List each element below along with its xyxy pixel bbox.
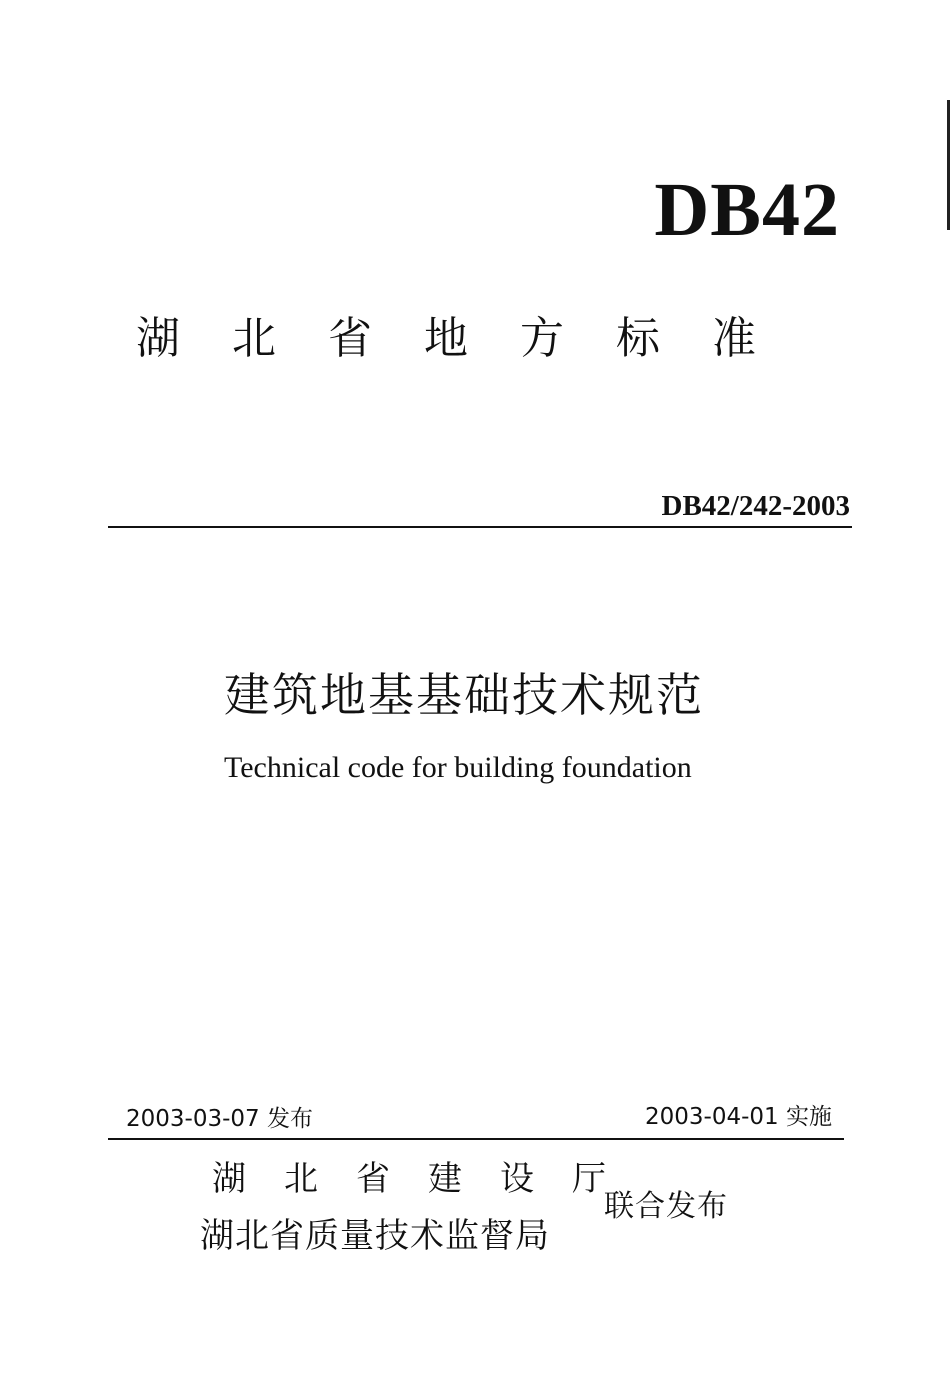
- standard-type: 湖北省地方标准: [136, 313, 808, 364]
- standard-prefix: DB42: [654, 168, 840, 252]
- issuer-quality-supervision-bureau: 湖北省质量技术监督局: [200, 1216, 550, 1256]
- title-chinese: 建筑地基基础技术规范: [224, 668, 704, 722]
- effective-date: 2003-04-01 实施: [645, 1104, 832, 1130]
- joint-issue-label: 联合发布: [604, 1189, 728, 1224]
- standard-number: DB42/242-2003: [661, 490, 850, 522]
- footer-divider: [108, 1138, 844, 1140]
- title-english: Technical code for building foundation: [224, 751, 692, 784]
- issuer-construction-department: 湖北省建设厅: [212, 1159, 644, 1199]
- issue-date: 2003-03-07 发布: [126, 1106, 313, 1132]
- header-divider: [108, 526, 852, 528]
